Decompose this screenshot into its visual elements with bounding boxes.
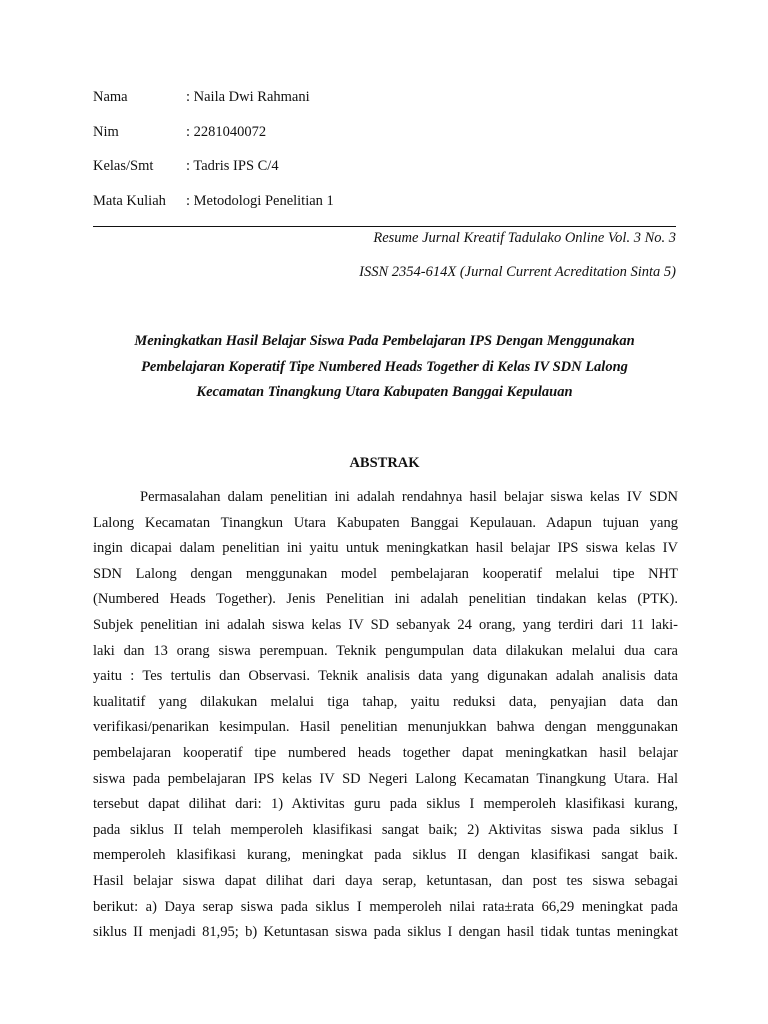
abstract-heading: ABSTRAK bbox=[349, 455, 420, 471]
title-line: Meningkatkan Hasil Belajar Siswa Pada Pembelajaran IPS Dengan Menggunakan bbox=[134, 333, 635, 349]
info-value: : Metodologi Penelitian 1 bbox=[186, 192, 334, 209]
abstract-line: ingin dicapai dalam penelitian ini yaitu untuk meningkatkan hasil belajar IPS siswa kelas IV bbox=[93, 540, 678, 557]
abstract-line: Permasalahan dalam penelitian ini adalah rendahnya hasil belajar siswa kelas IV SDN bbox=[140, 489, 678, 505]
info-label: Mata Kuliah bbox=[93, 192, 166, 209]
info-row-class bbox=[93, 153, 334, 188]
abstract-line: siklus II menjadi 81,95; b) Ketuntasan siswa pada siklus I dengan hasil tidak tuntas meningkat bbox=[93, 924, 678, 941]
horizontal-divider bbox=[93, 226, 676, 227]
title-line: Pembelajaran Koperatif Tipe Numbered Heads Together di Kelas IV SDN Lalong bbox=[141, 358, 628, 375]
abstract-line: tersebut dapat dilihat dari: 1) Aktivitas guru pada siklus I memperoleh klasifikasi kurang, bbox=[93, 796, 678, 813]
abstract-line: siswa pada pembelajaran IPS kelas IV SD Negeri Lalong Kecamatan Tinangkung Utara. Hal bbox=[93, 770, 678, 787]
info-value: : Naila Dwi Rahmani bbox=[186, 89, 310, 105]
info-row-course bbox=[93, 188, 334, 223]
info-row-nim bbox=[93, 119, 334, 154]
info-value: : Tadris IPS C/4 bbox=[186, 158, 279, 174]
info-value: : 2281040072 bbox=[186, 123, 267, 140]
abstract-line: Lalong Kecamatan Tinangkun Utara Kabupaten Banggai Kepulauan. Adapun tujuan yang bbox=[93, 514, 678, 531]
abstract-line: Hasil belajar siswa dapat dilihat dari daya serap, ketuntasan, dan post tes siswa sebagai bbox=[93, 872, 678, 889]
student-info bbox=[93, 84, 334, 222]
abstract-line: Subjek penelitian ini adalah siswa kelas IV SD sebanyak 24 orang, yang terdiri dari 11 laki- bbox=[93, 616, 678, 633]
info-label: Nama bbox=[93, 89, 128, 105]
abstract-line: berikut: a) Daya serap siswa pada siklus I memperoleh nilai rata±rata 66,29 meningkat pada bbox=[93, 898, 678, 915]
paper-title bbox=[93, 329, 676, 406]
abstract-line: SDN Lalong dengan menggunakan model pembelajaran kooperatif melalui tipe NHT bbox=[93, 565, 678, 582]
abstract-line: (Numbered Heads Together). Jenis Penelitian ini adalah penelitian tindakan kelas (PTK). bbox=[93, 591, 678, 608]
journal-reference: Resume Jurnal Kreatif Tadulako Online Vol. 3 No. 3 bbox=[373, 230, 676, 246]
info-label: Nim bbox=[93, 123, 119, 140]
abstract-line: laki dan 13 orang siswa perempuan. Teknik pengumpulan data dilakukan melalui dua cara bbox=[93, 642, 678, 659]
abstract-body bbox=[93, 485, 678, 946]
abstract-line: verifikasi/penarikan kesimpulan. Hasil penelitian menunjukkan bahwa dengan menggunakan bbox=[93, 719, 678, 736]
title-line: Kecamatan Tinangkung Utara Kabupaten Banggai Kepulauan bbox=[196, 384, 573, 400]
abstract-line: memperoleh klasifikasi kurang, meningkat pada siklus II dengan klasifikasi sangat baik. bbox=[93, 847, 678, 864]
info-label: Kelas/Smt bbox=[93, 158, 154, 174]
journal-issn: ISSN 2354-614X (Jurnal Current Acreditation Sinta 5) bbox=[359, 264, 676, 280]
abstract-line: yaitu : Tes tertulis dan Observasi. Teknik analisis data yang digunakan adalah analisis data bbox=[93, 668, 678, 685]
abstract-line: kualitatif yang dilakukan melalui tiga tahap, yaitu reduksi data, penyajian data dan bbox=[93, 693, 678, 710]
info-row-name bbox=[93, 84, 334, 119]
abstract-line: pembelajaran kooperatif tipe numbered heads together dapat meningkatkan hasil belajar bbox=[93, 744, 678, 761]
abstract-line: pada siklus II telah memperoleh klasifikasi sangat baik; 2) Aktivitas siswa pada siklus I bbox=[93, 821, 678, 838]
